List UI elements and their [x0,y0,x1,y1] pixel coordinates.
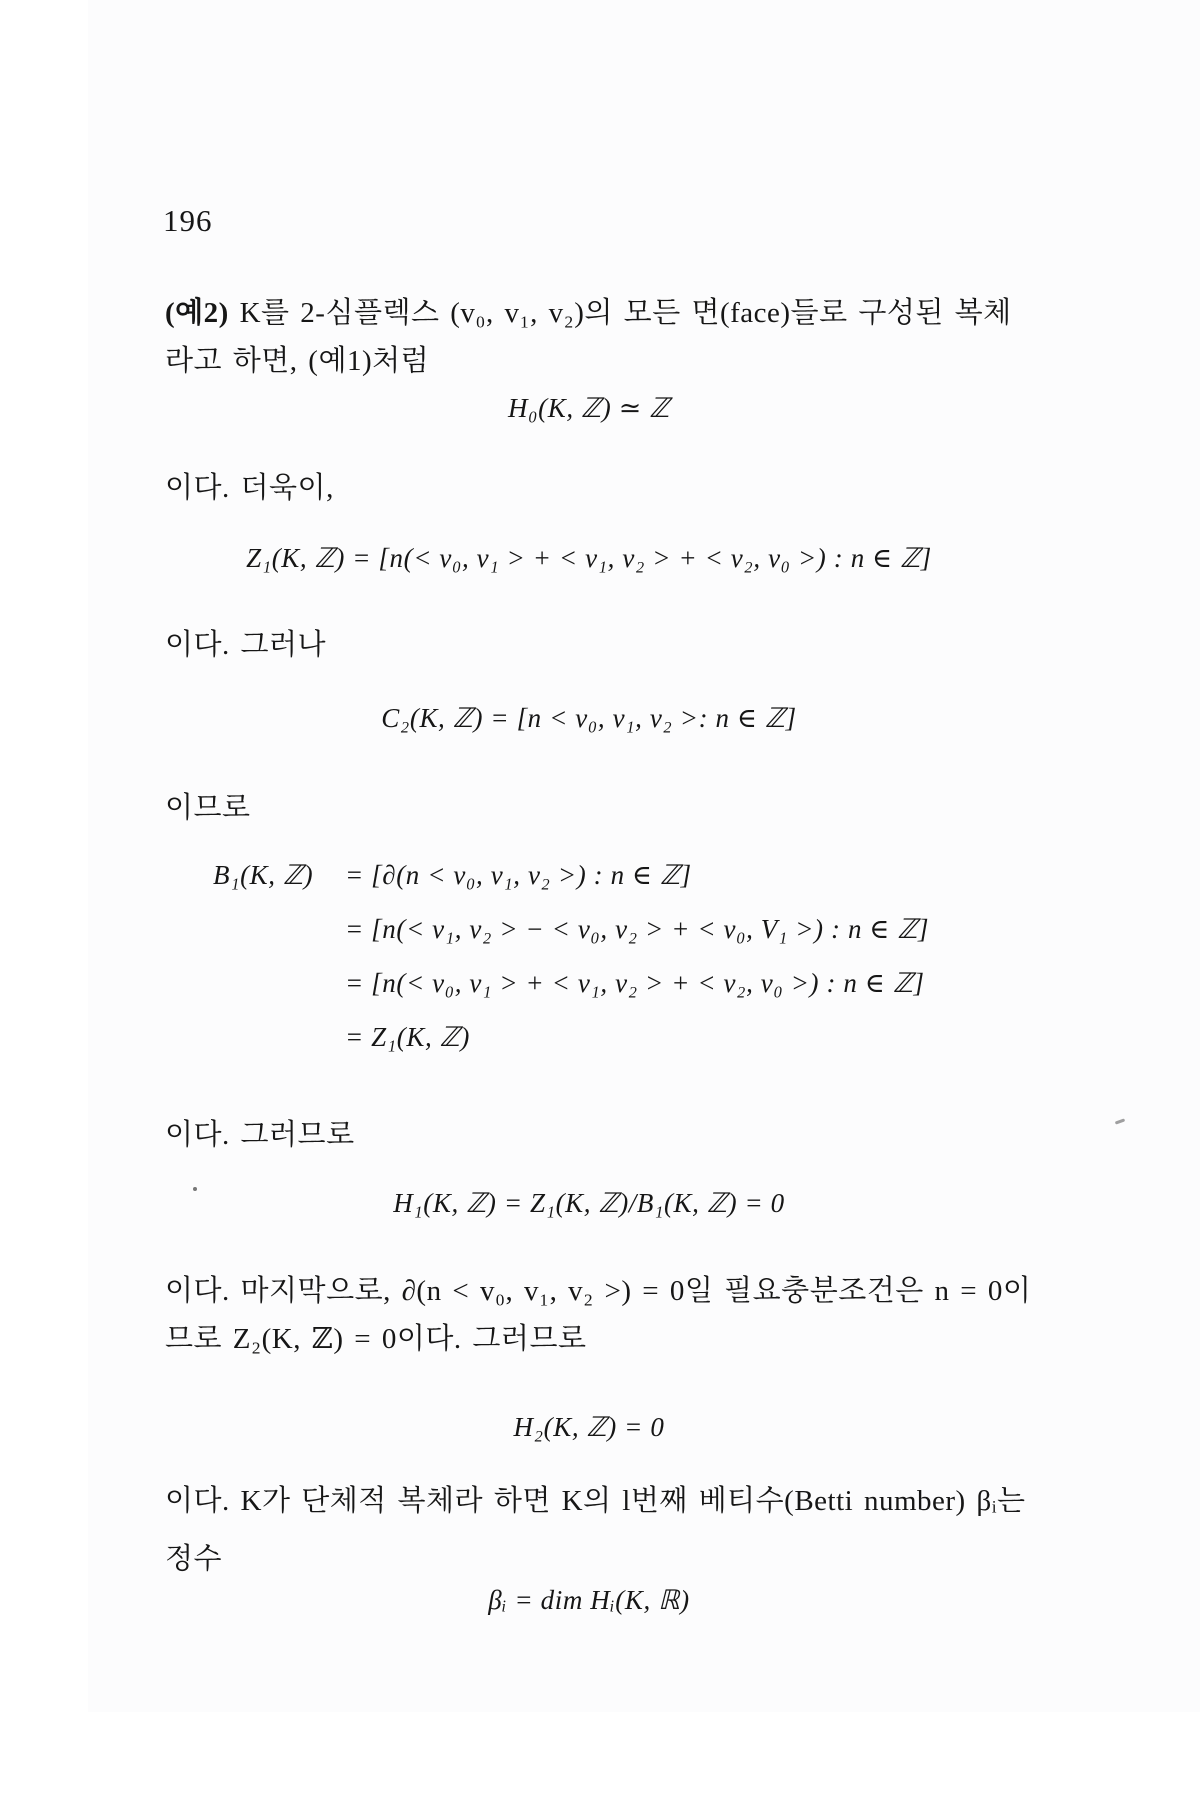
paragraph-moreover: 이다. 더욱이, [165,472,334,504]
paragraph-therefore-since: 이므로 [165,792,251,824]
formula-h1: H₁(K, ℤ) = Z₁(K, ℤ)/B₁(K, ℤ) = 0 [393,1188,785,1218]
page-scan-region [88,0,1200,1712]
b1-rhs-3: = [n(< v₀, v₁ > + < v₁, v₂ > + < v₂, v₀ >) : n ∈ ℤ] [345,968,925,998]
formula-c2: C₂(K, ℤ) = [n < v₀, v₁, v₂ >: n ∈ ℤ] [381,703,797,733]
paragraph-betti-line1: 이다. K가 단체적 복체라 하면 K의 l번째 베티수(Betti number) βᵢ는 [165,1485,1026,1517]
paragraph-finally-line2: 므로 Z₂(K, ℤ) = 0이다. 그러므로 [165,1323,587,1355]
paragraph-betti-line2: 정수 [165,1543,223,1575]
paragraph-example2-line1-text: K를 2-심플렉스 (v₀, v₁, v₂)의 모든 면(face)들로 구성된 복체 [239,297,1012,329]
b1-rhs-2: = [n(< v₁, v₂ > − < v₀, v₂ > + < v₀, V₁ >) : n ∈ ℤ] [345,914,930,944]
formula-z1: Z₁(K, ℤ) = [n(< v₀, v₁ > + < v₁, v₂ > + < v₂, v₀ >) : n ∈ ℤ] [246,543,932,573]
scan-artifact-dot [193,1187,197,1191]
b1-derivation-line [213,860,929,914]
paragraph-hence: 이다. 그러므로 [165,1119,355,1151]
b1-rhs-4: = Z₁(K, ℤ) [345,1022,470,1052]
formula-betti: βᵢ = dim Hᵢ(K, ℝ) [488,1585,690,1615]
b1-rhs-1: = [∂(n < v₀, v₁, v₂ >) : n ∈ ℤ] [345,860,692,890]
b1-lhs: B₁(K, ℤ) [213,860,314,890]
b1-derivation-line [213,914,929,968]
formula-b1-derivation [213,860,929,1076]
paragraph-example2-line1 [165,290,1012,331]
b1-derivation-line [213,968,929,1022]
paragraph-finally-line1: 이다. 마지막으로, ∂(n < v₀, v₁, v₂ >) = 0일 필요충분조건은 n = 0이 [165,1275,1032,1307]
page-number: 196 [163,203,213,238]
example2-label: (예2) [165,297,229,329]
formula-h0: H₀(K, ℤ) ≃ ℤ [508,393,670,423]
b1-derivation-line [213,1022,929,1076]
formula-h2: H₂(K, ℤ) = 0 [513,1412,665,1442]
paragraph-example2-line2: 라고 하면, (예1)처럼 [165,345,430,377]
paragraph-however: 이다. 그러나 [165,629,327,661]
